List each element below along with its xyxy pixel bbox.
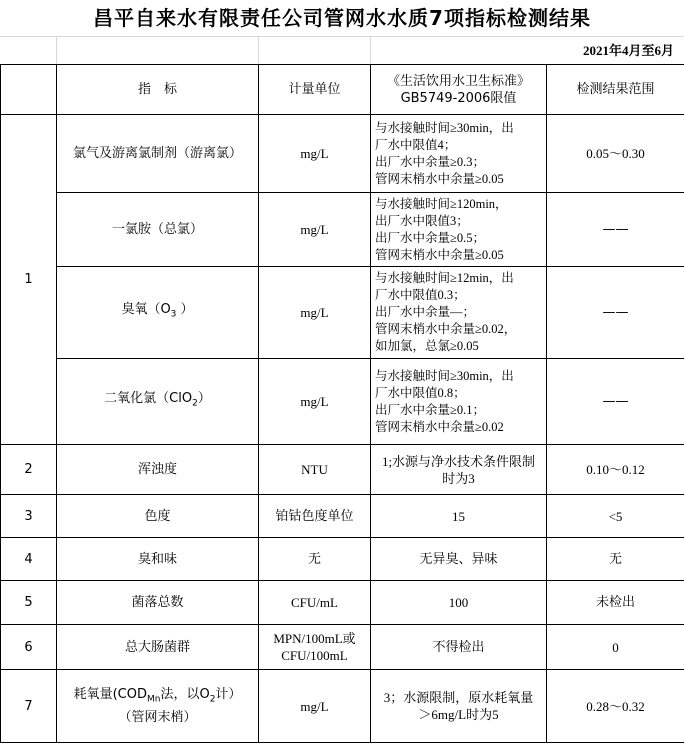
- result-cell: 未检出: [547, 581, 684, 625]
- result-cell: 0.05～0.30: [547, 115, 684, 193]
- standard-line: 厂水中限值0.8；: [375, 385, 466, 400]
- result-cell: ——: [547, 267, 684, 359]
- header-cell-standard: [371, 65, 547, 115]
- unit-cell: mg/L: [259, 359, 371, 445]
- standard-line: 出厂水中余量≥0.3；: [375, 154, 485, 169]
- standard-line: 管网末梢水中余量≥0.05: [375, 247, 504, 262]
- indicator-name: 氯气及游离氯制剂（游离氯）: [57, 115, 259, 193]
- indicator-name: 臭氧（$O_3$ ）: [57, 267, 259, 359]
- row-number: 2: [1, 445, 57, 495]
- unit-cell: mg/L: [259, 115, 371, 193]
- unit-cell: 铂钴色度单位: [259, 495, 371, 538]
- result-cell: 无: [547, 538, 684, 581]
- unit-cell: mg/L: [259, 670, 371, 743]
- indicator-name: 色度: [57, 495, 259, 538]
- indicator-name: 菌落总数: [57, 581, 259, 625]
- row-number: 3: [1, 495, 57, 538]
- unit-cell: CFU/mL: [259, 581, 371, 625]
- table-row: [1, 625, 684, 670]
- grid-divider: [56, 36, 57, 64]
- report-period: 2021年4月至6月: [582, 43, 674, 58]
- standard-line: 管网末梢水中余量≥0.02，: [375, 322, 517, 336]
- row-number: 7: [1, 670, 57, 743]
- table-row: [1, 445, 684, 495]
- unit-cell: NTU: [259, 445, 371, 495]
- standard-line: 1;水源与净水技术条件限制: [381, 453, 536, 469]
- standard-cell: 无异臭、异味: [371, 538, 547, 581]
- standard-line: 管网末梢水中余量≥0.02: [375, 419, 504, 434]
- unit-cell: mg/L: [259, 193, 371, 267]
- grid-divider: [370, 36, 371, 64]
- unit-cell: [259, 625, 371, 670]
- grid-divider: [258, 36, 259, 64]
- indicator-name: 总大肠菌群: [57, 625, 259, 670]
- standard-line: 如加氯，总氯≥0.05: [375, 339, 479, 353]
- row-number: 4: [1, 538, 57, 581]
- indicator-name: 二氧化氯（ClO$_2$）: [57, 359, 259, 445]
- table-row: [1, 359, 684, 445]
- standard-cell: [371, 193, 547, 267]
- grid-divider: [0, 36, 684, 37]
- table-row: [1, 581, 684, 625]
- row-number: 1: [1, 115, 57, 445]
- standard-line: 出厂水中限值3；: [375, 213, 469, 228]
- row-number: 5: [1, 581, 57, 625]
- table-row: [1, 495, 684, 538]
- standard-line: 厂水中限值0.3；: [375, 288, 466, 302]
- table-row: [1, 538, 684, 581]
- indicator-name: 一氯胺（总氯）: [57, 193, 259, 267]
- standard-cell: [371, 445, 547, 495]
- standard-line: ＞6mg/L时为5: [418, 707, 499, 722]
- result-cell: <5: [547, 495, 684, 538]
- standard-line: 厂水中限值4；: [375, 137, 457, 152]
- indicator-name: 浑浊度: [57, 445, 259, 495]
- standard-line: 出厂水中余量≥0.1；: [375, 402, 485, 417]
- standard-line: 时为3: [442, 470, 475, 486]
- standard-cell: 15: [371, 495, 547, 538]
- standard-line: 出厂水中余量—；: [375, 305, 476, 319]
- indicator-name: 臭和味: [57, 538, 259, 581]
- result-cell: ——: [547, 193, 684, 267]
- standard-line: 与水接触时间≥12min，出: [375, 271, 514, 285]
- standard-line: 管网末梢水中余量≥0.05: [375, 171, 504, 186]
- header-standard-line: 《生活饮用水卫生标准》: [386, 73, 530, 89]
- header-cell-result: 检测结果范围: [547, 65, 684, 115]
- table-row: [1, 670, 684, 743]
- standard-line: 3；水源限制，原水耗氧量: [383, 690, 534, 705]
- table-header-row: [1, 65, 684, 115]
- standard-cell: [371, 359, 547, 445]
- standard-line: 与水接触时间≥30min，出: [375, 120, 514, 135]
- indicator-name-line: （管网末梢）: [118, 709, 197, 725]
- standard-line: 出厂水中余量≥0.5；: [375, 230, 485, 245]
- standard-cell: [371, 267, 547, 359]
- page-title: 昌平自来水有限责任公司管网水水质7项指标检测结果: [93, 6, 591, 30]
- unit-line: MPN/100mL或: [273, 631, 356, 646]
- water-quality-table: [0, 64, 684, 743]
- header-cell-number: [1, 65, 57, 115]
- unit-cell: mg/L: [259, 267, 371, 359]
- unit-line: CFU/100mL: [281, 648, 348, 663]
- standard-cell: 100: [371, 581, 547, 625]
- table-row: [1, 193, 684, 267]
- result-cell: ——: [547, 359, 684, 445]
- header-cell-indicator: 指 标: [57, 65, 259, 115]
- header-standard-line: GB5749-2006限值: [400, 90, 517, 106]
- table-row: [1, 115, 684, 193]
- standard-cell: [371, 670, 547, 743]
- result-cell: 0.28～0.32: [547, 670, 684, 743]
- unit-cell: 无: [259, 538, 371, 581]
- result-cell: 0.10～0.12: [547, 445, 684, 495]
- header-cell-unit: 计量单位: [259, 65, 371, 115]
- standard-line: 与水接触时间≥30min，出: [375, 368, 514, 383]
- row-number: 6: [1, 625, 57, 670]
- standard-cell: 不得检出: [371, 625, 547, 670]
- standard-cell: [371, 115, 547, 193]
- standard-line: 与水接触时间≥120min，: [375, 196, 508, 211]
- indicator-name: 耗氧量($COD_{Mn}$法，以$O_2$计） （管网末梢）: [57, 670, 259, 743]
- result-cell: 0: [547, 625, 684, 670]
- table-row: [1, 267, 684, 359]
